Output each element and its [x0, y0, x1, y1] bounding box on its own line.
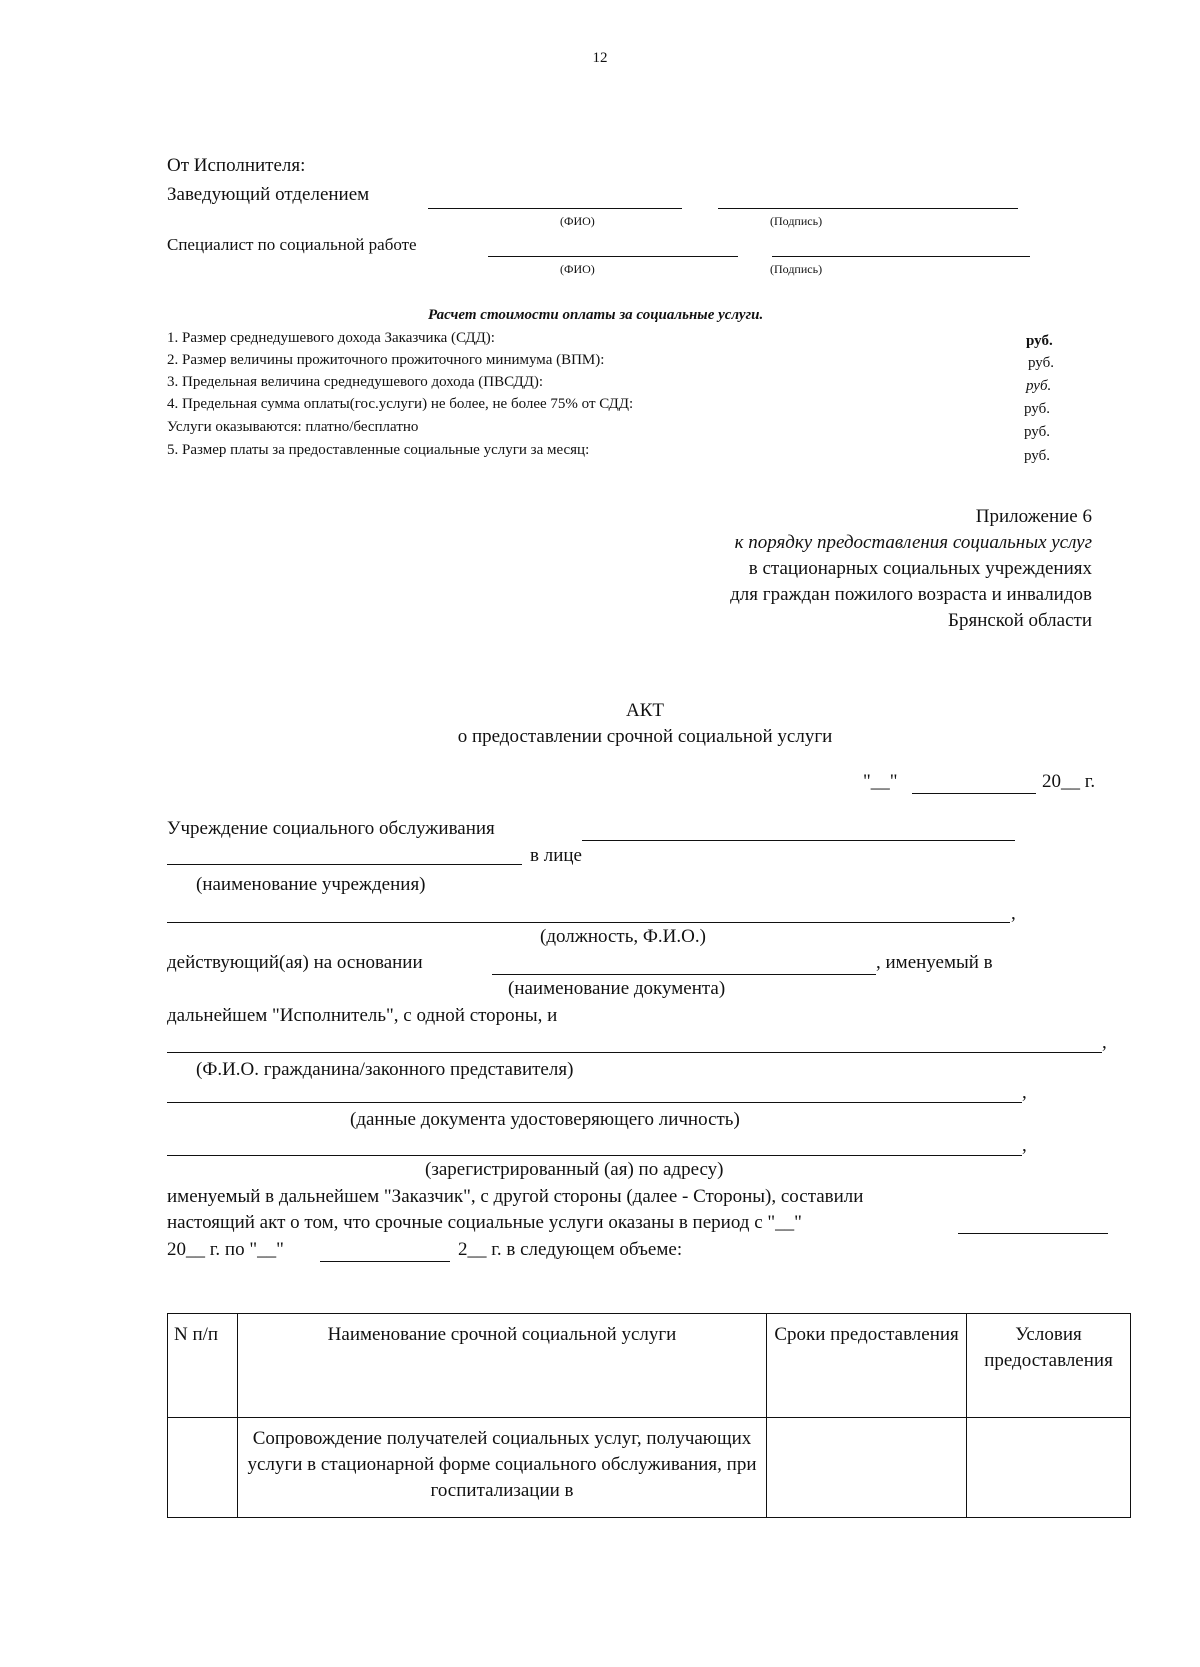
- position-caption: (должность, Ф.И.О.): [540, 926, 706, 947]
- executor-heading: От Исполнителя:: [167, 155, 306, 176]
- calc-row-6: 5. Размер платы за предоставленные социальные услуги за месяц:: [167, 442, 590, 458]
- id-comma: ,: [1022, 1082, 1027, 1103]
- specialist-sign-line: [772, 256, 1030, 257]
- calc-unit-3: руб.: [1026, 378, 1052, 394]
- address-caption: (зарегистрированный (ая) по адресу): [425, 1159, 724, 1180]
- appendix-line-5: Брянской области: [948, 610, 1092, 631]
- period-start-line: [958, 1233, 1108, 1234]
- appendix-line-1: Приложение 6: [975, 506, 1092, 527]
- date-day: "__": [863, 771, 898, 792]
- calc-row-2: 2. Размер величины прожиточного прожиточного минимума (ВПМ):: [167, 352, 605, 368]
- date-year: 20__ г.: [1042, 771, 1096, 792]
- date-month-line: [912, 793, 1036, 794]
- calc-title: Расчет стоимости оплаты за социальные услуги.: [428, 307, 764, 323]
- services-table: [167, 1313, 1131, 1518]
- calc-row-5: Услуги оказываются: платно/бесплатно: [167, 419, 419, 435]
- calc-row-4: 4. Предельная сумма оплаты(гос.услуги) не более, не более 75% от СДД:: [167, 396, 634, 412]
- row-terms: [767, 1418, 967, 1518]
- institution-line-2: [167, 864, 522, 865]
- position-comma: ,: [1011, 903, 1016, 924]
- id-caption: (данные документа удостоверяющего личность): [350, 1109, 740, 1130]
- head-sign-line: [718, 208, 1018, 209]
- acting-label: действующий(ая) на основании: [167, 952, 423, 973]
- id-line: [167, 1102, 1022, 1103]
- citizen-caption: (Ф.И.О. гражданина/законного представителя): [196, 1059, 574, 1080]
- paragraph-line-3b: 2__ г. в следующем объеме:: [458, 1239, 683, 1260]
- header-number: N п/п: [168, 1314, 238, 1418]
- head-fio-line: [428, 208, 682, 209]
- calc-unit-5: руб.: [1024, 424, 1050, 440]
- named-label: , именуемый в: [876, 952, 993, 973]
- specialist-label: Специалист по социальной работе: [167, 235, 417, 254]
- period-end-line: [320, 1261, 450, 1262]
- calc-row-1: 1. Размер среднедушевого дохода Заказчика (СДД):: [167, 330, 495, 346]
- calc-unit-4: руб.: [1024, 401, 1050, 417]
- header-conditions: Условия предоставления: [967, 1314, 1131, 1418]
- row-service-name: Сопровождение получателей социальных услуг, получающих услуги в стационарной форме социального обслуживания, при госпитализации в: [237, 1418, 766, 1518]
- institution-caption: (наименование учреждения): [196, 874, 426, 895]
- calc-unit-2: руб.: [1028, 355, 1054, 371]
- citizen-comma: ,: [1102, 1032, 1107, 1053]
- header-terms: Сроки предоставления: [767, 1314, 967, 1418]
- citizen-line: [167, 1052, 1102, 1053]
- institution-label: Учреждение социального обслуживания: [167, 818, 495, 839]
- in-person-label: в лице: [530, 845, 582, 866]
- document-caption: (наименование документа): [508, 978, 726, 999]
- appendix-line-2: к порядку предоставления социальных услуг: [734, 532, 1092, 553]
- calc-unit-1: руб.: [1026, 333, 1053, 349]
- paragraph-line-1: именуемый в дальнейшем "Заказчик", с другой стороны (далее - Стороны), составили: [167, 1186, 864, 1207]
- paragraph-line-2: настоящий акт о том, что срочные социальные услуги оказаны в период с "__": [167, 1212, 802, 1233]
- specialist-fio-line: [488, 256, 738, 257]
- further-label: дальнейшем "Исполнитель", с одной стороны, и: [167, 1005, 558, 1026]
- table-row: [168, 1418, 1131, 1518]
- head-fio-caption: (ФИО): [560, 214, 595, 228]
- header-service-name: Наименование срочной социальной услуги: [237, 1314, 766, 1418]
- specialist-fio-caption: (ФИО): [560, 262, 595, 276]
- institution-line: [582, 840, 1015, 841]
- table-header-row: [168, 1314, 1131, 1418]
- head-label: Заведующий отделением: [167, 184, 370, 205]
- row-conditions: [967, 1418, 1131, 1518]
- address-comma: ,: [1022, 1135, 1027, 1156]
- appendix-line-3: в стационарных социальных учреждениях: [748, 558, 1092, 579]
- act-title: АКТ: [626, 700, 664, 721]
- page-number: 12: [592, 50, 608, 66]
- appendix-line-4: для граждан пожилого возраста и инвалидов: [730, 584, 1092, 605]
- head-sign-caption: (Подпись): [770, 214, 823, 228]
- address-line: [167, 1155, 1022, 1156]
- row-number: [168, 1418, 238, 1518]
- position-line: [167, 922, 1010, 923]
- specialist-sign-caption: (Подпись): [770, 262, 823, 276]
- document-line: [492, 974, 876, 975]
- act-subtitle: о предоставлении срочной социальной услуги: [457, 726, 833, 747]
- calc-unit-6: руб.: [1024, 448, 1050, 464]
- paragraph-line-3a: 20__ г. по "__": [167, 1239, 284, 1260]
- calc-row-3: 3. Предельная величина среднедушевого дохода (ПВСДД):: [167, 374, 544, 390]
